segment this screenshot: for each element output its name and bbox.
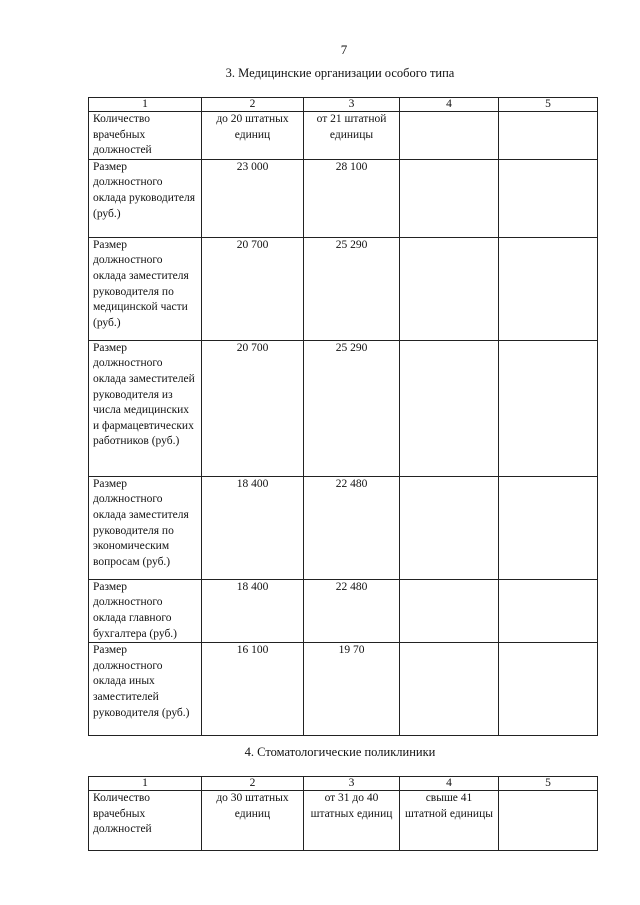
row-label-cell: Размер должностного оклада заместителя руководителя по экономическим вопросам (руб.) — [89, 476, 202, 579]
empty-cell — [400, 579, 499, 642]
value-cell: до 20 штатных единиц — [202, 112, 304, 160]
value-cell: до 30 штатных единиц — [202, 791, 304, 851]
row-label-cell: Размер должностного оклада заместителя руководителя по медицинской части (руб.) — [89, 237, 202, 340]
empty-cell — [499, 159, 598, 237]
row-label-cell: Размер должностного оклада заместителей руководителя из числа медицинских и фармацевтических работников (руб.) — [89, 340, 202, 476]
empty-cell — [400, 237, 499, 340]
empty-cell — [499, 791, 598, 851]
row-label-cell: Количество врачебных должностей — [89, 112, 202, 160]
header-cell: 3 — [304, 777, 400, 791]
value-cell: 28 100 — [304, 159, 400, 237]
header-cell: 2 — [202, 777, 304, 791]
section-4-table — [88, 776, 598, 851]
table-header-row — [89, 777, 598, 791]
empty-cell — [499, 476, 598, 579]
value-cell: 25 290 — [304, 340, 400, 476]
header-cell: 5 — [499, 777, 598, 791]
row-label-cell: Размер должностного оклада руководителя (руб.) — [89, 159, 202, 237]
row-label-cell: Количество врачебных должностей — [89, 791, 202, 851]
empty-cell — [400, 112, 499, 160]
table-row — [89, 112, 598, 160]
value-cell: 16 100 — [202, 643, 304, 736]
section-3-title: 3. Медицинские организации особого типа — [225, 66, 455, 80]
value-cell: 20 700 — [202, 237, 304, 340]
section-4-title: 4. Стоматологические поликлиники — [244, 745, 436, 759]
table-row — [89, 340, 598, 476]
row-label-cell: Размер должностного оклада иных заместителей руководителя (руб.) — [89, 643, 202, 736]
empty-cell — [400, 340, 499, 476]
table-header-row — [89, 98, 598, 112]
value-cell: от 21 штатной единицы — [304, 112, 400, 160]
value-cell: 22 480 — [304, 476, 400, 579]
header-cell: 3 — [304, 98, 400, 112]
value-cell: 22 480 — [304, 579, 400, 642]
header-cell: 5 — [499, 98, 598, 112]
empty-cell — [499, 237, 598, 340]
table-row — [89, 159, 598, 237]
header-cell: 1 — [89, 777, 202, 791]
table-row — [89, 791, 598, 851]
table-row — [89, 643, 598, 736]
value-cell: 18 400 — [202, 476, 304, 579]
value-cell: 18 400 — [202, 579, 304, 642]
value-cell: 25 290 — [304, 237, 400, 340]
empty-cell — [400, 643, 499, 736]
value-cell: 23 000 — [202, 159, 304, 237]
section-3-table — [88, 97, 598, 736]
value-cell: от 31 до 40 штатных единиц — [304, 791, 400, 851]
empty-cell — [499, 112, 598, 160]
header-cell: 2 — [202, 98, 304, 112]
empty-cell — [400, 159, 499, 237]
table-row — [89, 579, 598, 642]
value-cell: 19 70 — [304, 643, 400, 736]
empty-cell — [400, 476, 499, 579]
empty-cell — [499, 643, 598, 736]
header-cell: 4 — [400, 777, 499, 791]
page-number: 7 — [340, 42, 348, 57]
empty-cell — [499, 579, 598, 642]
value-cell: свыше 41 штатной единицы — [400, 791, 499, 851]
header-cell: 4 — [400, 98, 499, 112]
empty-cell — [499, 340, 598, 476]
table-row — [89, 476, 598, 579]
table-row — [89, 237, 598, 340]
header-cell: 1 — [89, 98, 202, 112]
row-label-cell: Размер должностного оклада главного бухгалтера (руб.) — [89, 579, 202, 642]
value-cell: 20 700 — [202, 340, 304, 476]
